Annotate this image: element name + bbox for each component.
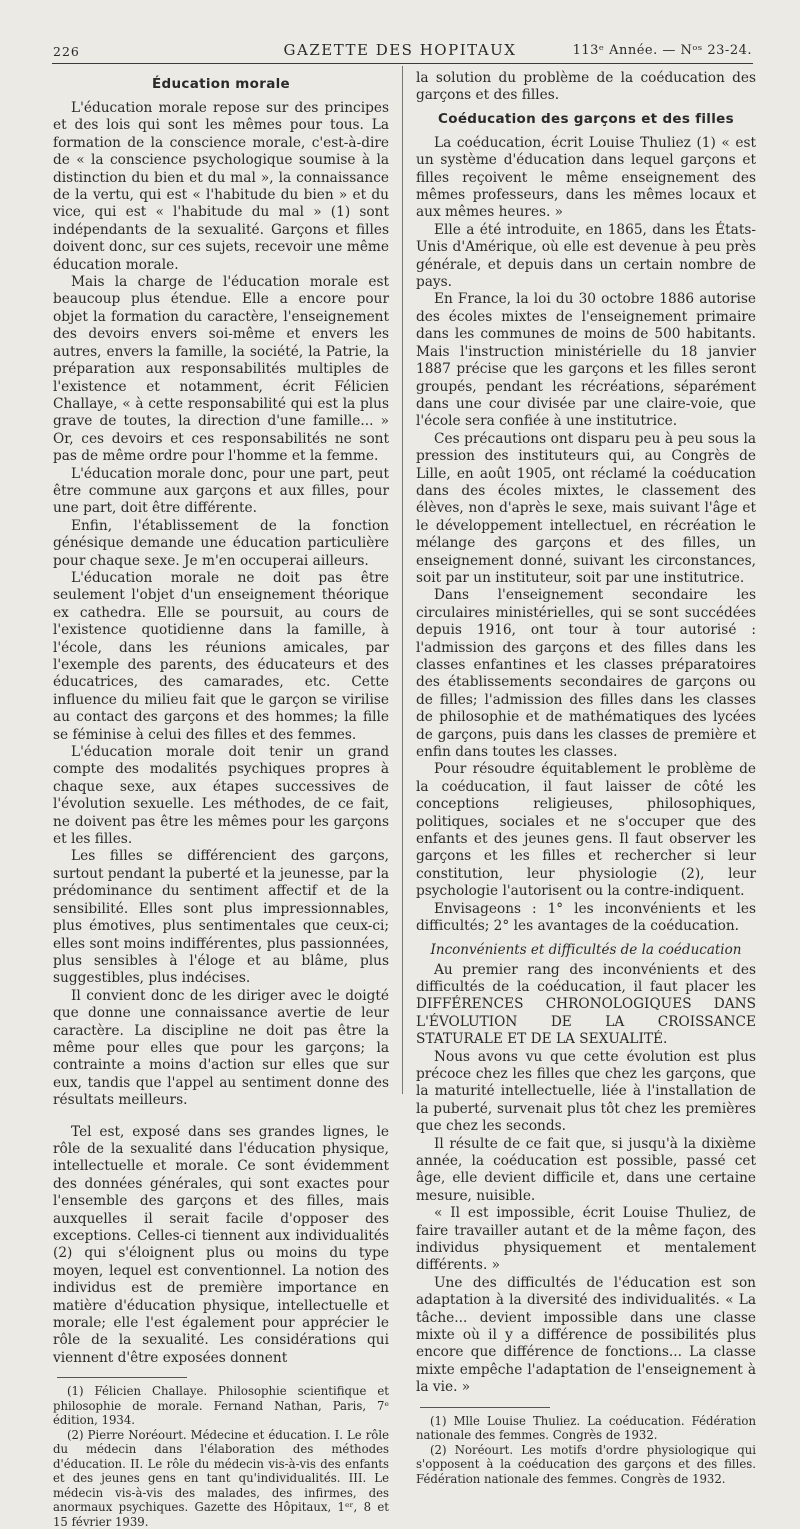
right-column <box>416 70 756 1486</box>
issue-info: 113ᵉ Année. — Nᵒˢ 23-24. <box>572 43 752 58</box>
footnote-rule <box>420 1407 550 1408</box>
header-rule <box>52 63 753 64</box>
footnote: (2) Pierre Noréourt. Médecine et éducation. I. Le rôle du médecin dans l'élaboration des méthodes d'éducation. II. Le rôle du médecin vis-à-vis des enfants et des jeunes gens en tant qu'individualités. III. Le médecin vis-à-vis des malades, des infirmes, des anormaux psychiques. Gazette des Hôpitaux, 1ᵉʳ, 8 et 15 février 1939. <box>53 1427 389 1529</box>
section-heading-moral-education: Éducation morale <box>152 76 290 92</box>
footnote-rule <box>57 1377 187 1378</box>
paragraph: L'éducation morale donc, pour une part, peut être commune aux garçons et aux filles, pour une part, doit être différente. <box>53 465 389 517</box>
paragraph: Une des difficultés de l'éducation est son adaptation à la diversité des individualités. « La tâche... devient impossible dans une classe mixte où il y a différence de possibilités plus encore que différence de fonctions... La classe mixte empêche l'adaptation de l'enseignement à la vie. » <box>416 1274 756 1396</box>
page-number: 226 <box>53 44 80 59</box>
left-column <box>53 70 389 1529</box>
section-heading-coeducation: Coéducation des garçons et des filles <box>438 110 734 127</box>
journal-title: GAZETTE DES HOPITAUX <box>283 41 517 59</box>
paragraph: Pour résoudre équitablement le problème de la coéducation, il faut laisser de côté les conceptions religieuses, philosophiques, politiques, sociales et ne s'occuper que des enfants et des jeunes gens. Il faut observer les garçons et les filles et rechercher si leur constitution, leur physiologie (2), leur psychologie l'autorisent ou la contre-indiquent. <box>416 761 756 900</box>
paragraph: Enfin, l'établissement de la fonction génésique demande une éducation particulière pour chaque sexe. Je m'en occuperai ailleurs. <box>53 517 389 569</box>
footnote: (1) Mlle Louise Thuliez. La coéducation. Fédération nationale des femmes. Congrès de 1932. <box>416 1413 756 1443</box>
paragraph: Ces précautions ont disparu peu à peu sous la pression des instituteurs qui, au Congrès de Lille, en août 1905, ont réclamé la coéducation dans des écoles mixtes, le classement des élèves, non d'après le sexe, mais suivant l'âge et le développement intellectuel, en récréation le mélange des garçons et des filles, un enseignement donné, suivant les circonstances, soit par un instituteur, soit par une institutrice. <box>416 430 756 586</box>
paragraph: Au premier rang des inconvénients et des difficultés de la coéducation, il faut placer les DIFFÉRENCES CHRONOLOGIQUES DANS L'ÉVOLUTION DE LA CROISSANCE STATURALE ET DE LA SEXUALITÉ. <box>416 961 756 1048</box>
paragraph: L'éducation morale ne doit pas être seulement l'objet d'un enseignement théorique ex cathedra. Elle se poursuit, au cours de l'existence quotidienne dans la famille, à l'école, dans les réunions amicales, par l'exemple des parents, des éducateurs et des éducatrices, des camarades, etc. Cette influence du milieu fait que le garçon se virilise au contact des garçons et des hommes; la fille se féminise à celui des filles et des femmes. <box>53 569 389 743</box>
paragraph: Tel est, exposé dans ses grandes lignes, le rôle de la sexualité dans l'éducation physique, intellectuelle et morale. Ce sont évidemment des données générales, qui sont exactes pour l'ensemble des garçons et des filles, mais auxquelles il serait facile d'opposer des exceptions. Celles-ci tiennent aux individualités (2) qui s'éloignent plus ou moins du type moyen, lequel est conventionnel. La notion des individus est de première importance en matière d'éducation physique, intellectuelle et morale; elle l'est également pour apprécier le rôle de la sexualité. Les considérations qui viennent d'être exposées donnent <box>53 1123 389 1366</box>
paragraph: L'éducation morale repose sur des principes et des lois qui sont les mêmes pour tous. La formation de la conscience morale, c'est-à-dire de « la conscience psychologique soumise à la distinction du bien et du mal », la connaissance de la vertu, qui est « l'habitude du bien » et du vice, qui est « l'habitude du mal » (1) sont indépendants de la sexualité. Garçons et filles doivent donc, sur ces sujets, recevoir une même éducation morale. <box>53 100 389 273</box>
paragraph: Il résulte de ce fait que, si jusqu'à la dixième année, la coéducation est possible, passé cet âge, elle devient difficile et, dans une certaine mesure, nuisible. <box>416 1135 756 1204</box>
paragraph: « Il est impossible, écrit Louise Thuliez, de faire travailler autant et de la même façon, des individus physiquement et mentalement différents. » <box>416 1205 756 1274</box>
paragraph: Il convient donc de les diriger avec le doigté que donne une connaissance avertie de leur caractère. La discipline ne doit pas être la même pour elles que pour les garçons; la contrainte a moins d'action sur elles que sur eux, tandis que l'appel au sentiment donne des résultats meilleurs. <box>53 987 389 1109</box>
paragraph: Mais la charge de l'éducation morale est beaucoup plus étendue. Elle a encore pour objet la formation du caractère, l'enseignement des devoirs envers soi-même et envers les autres, envers la famille, la société, la Patrie, la préparation aux responsabilités multiples de l'existence et notamment, écrit Félicien Challaye, « à cette responsabilité qui est la plus grave de toutes, la direction d'une famille... » Or, ces devoirs et ces responsabilités ne sont pas de même ordre pour l'homme et la femme. <box>53 274 389 465</box>
paragraph-continuation: la solution du problème de la coéducation des garçons et des filles. <box>416 70 756 104</box>
paragraph-gap <box>53 1110 389 1124</box>
paragraph: Envisageons : 1° les inconvénients et les difficultés; 2° les avantages de la coéducation. <box>416 900 756 935</box>
paragraph: Elle a été introduite, en 1865, dans les États-Unis d'Amérique, où elle est devenue à peu près générale, et depuis dans un certain nombre de pays. <box>416 221 756 291</box>
footnote: (2) Noréourt. Les motifs d'ordre physiologique qui s'opposent à la coéducation des garçons et des filles. Fédération nationale des femmes. Congrès de 1932. <box>416 1442 756 1486</box>
paragraph: L'éducation morale doit tenir un grand compte des modalités psychiques propres à chaque sexe, aux étapes successives de l'évolution sexuelle. Les méthodes, de ce fait, ne doivent pas être les mêmes pour les garçons et les filles. <box>53 744 389 848</box>
paragraph: Dans l'enseignement secondaire les circulaires ministérielles, qui se sont succédées depuis 1916, ont tour à tour autorisé : l'admission des garçons et des filles dans les classes enfantines et les classes préparatoires des établissements secondaires de garçons ou de filles; l'admission des filles dans les classes de philosophie et de mathématiques des lycées de garçons, puis dans les classes de première et enfin dans toutes les classes. <box>416 587 756 761</box>
paragraph: Nous avons vu que cette évolution est plus précoce chez les filles que chez les garçons, que la maturité intellectuelle, liée à l'installation de la puberté, survenait plus tôt chez les premières que chez les seconds. <box>416 1048 756 1135</box>
subheading-inconveniences: Inconvénients et difficultés de la coéducation <box>430 941 742 958</box>
paragraph: Les filles se différencient des garçons, surtout pendant la puberté et la jeunesse, par la prédominance du sentiment affectif et de la sensibilité. Elles sont plus impressionnables, plus émotives, plus sentimentales que ceux-ci; elles sont moins indifférentes, plus passionnées, plus sensibles à l'éloge et au blâme, plus suggestibles, plus indécises. <box>53 848 389 987</box>
paragraph: En France, la loi du 30 octobre 1886 autorise des écoles mixtes de l'enseignement primaire dans les communes de moins de 500 habitants. Mais l'instruction ministérielle du 18 janvier 1887 précise que les garçons et les filles seront groupés, pendant les récréations, séparément dans une cour divisée par une claire-voie, que l'école sera confiée à une institutrice. <box>416 291 756 430</box>
column-divider <box>402 66 403 1094</box>
paragraph: La coéducation, écrit Louise Thuliez (1) « est un système d'éducation dans lequel garçons et filles reçoivent le même enseignement des mêmes professeurs, dans les mêmes locaux et aux mêmes heures. » <box>416 134 756 221</box>
footnote: (1) Félicien Challaye. Philosophie scientifique et philosophie de morale. Fernand Nathan, Paris, 7ᵉ édition, 1934. <box>53 1384 389 1428</box>
